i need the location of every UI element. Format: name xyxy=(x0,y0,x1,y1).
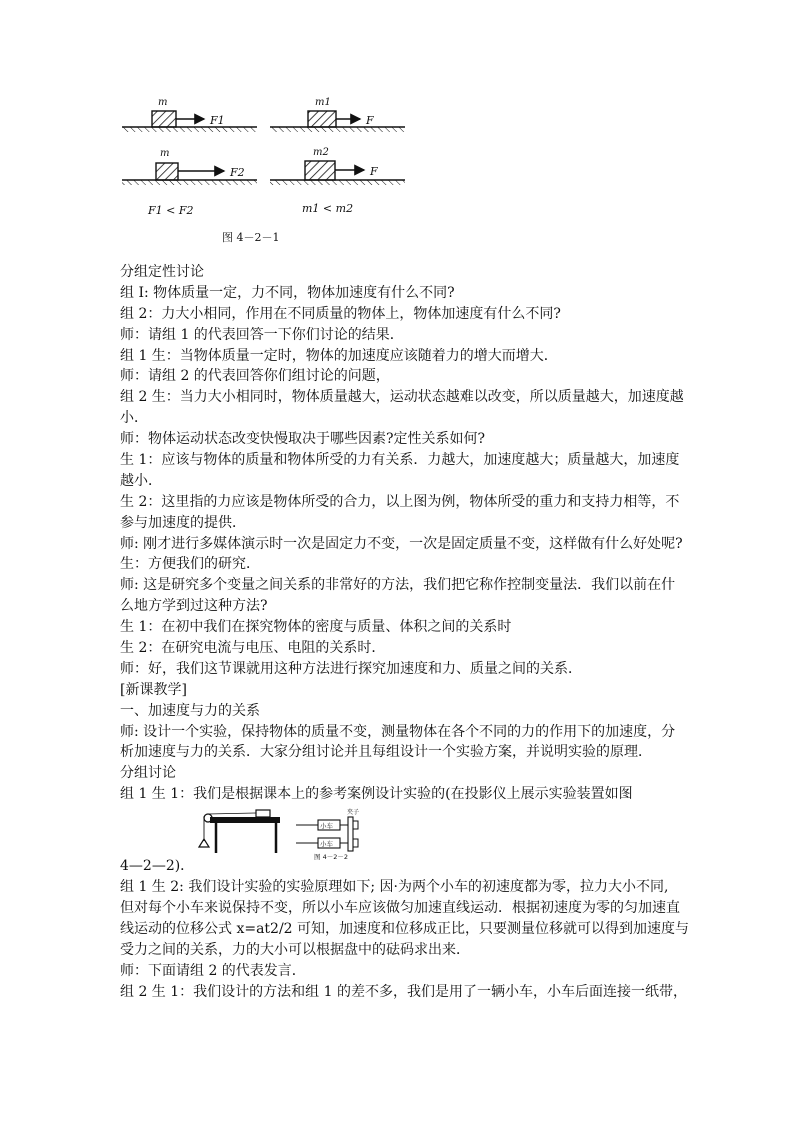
text-line: 参与加速度的提供． xyxy=(120,514,246,531)
text-line: 生 2：这里指的力应该是物体所受的合力，以上图为例，物体所受的重力和支持力相等，不 xyxy=(120,493,680,510)
two-carts-diagram xyxy=(296,808,359,851)
diagram-top-right xyxy=(270,97,405,132)
text-line: 组 2：力大小相同，作用在不同质量的物体上，物体加速度有什么不同? xyxy=(120,305,561,322)
relation-right: m1 < m2 xyxy=(302,202,354,215)
text-line: 析加速度与力的关系．大家分组讨论并且每组设计一个实验方案，并说明实验的原理． xyxy=(120,744,652,761)
text-line: 组 2 生 1：我们设计的方法和组 1 的差不多，我们是用了一辆小车，小车后面连接一纸带， xyxy=(120,983,687,1000)
figure2-row xyxy=(120,805,690,877)
text-line: 分组定性讨论 xyxy=(120,264,204,280)
label-f2: F2 xyxy=(230,166,245,179)
label-f1: F1 xyxy=(210,114,225,127)
text-line: 师：请组 2 的代表回答你们组讨论的问题， xyxy=(120,368,390,385)
text-line: 么地方学到过这种方法? xyxy=(120,598,268,615)
text-line: 组 1 生 2: 我们设计实验的实验原理如下; 因·为两个小车的初速度都为零，拉力大小不同, xyxy=(120,879,669,896)
text-line: 师: 设计一个实验，保持物体的质量不变，测量物体在各个不同的力的作用下的加速度，分 xyxy=(120,723,676,740)
text-line: 师: 这是研究多个变量之间关系的非常好的方法，我们把它称作控制变量法．我们以前在什 xyxy=(120,577,676,594)
label-m2: m2 xyxy=(313,147,329,158)
text-line: 受力之间的关系，力的大小可以根据盘中的砝码求出来． xyxy=(120,941,470,958)
figure2-caption: 图 4－2－2 xyxy=(314,853,348,862)
text-line: 生 1：应该与物体的质量和物体所受的力有关系．力越大，加速度越大；质量越大，加速度 xyxy=(120,452,680,469)
text-line: 一、加速度与力的关系 xyxy=(120,702,260,719)
table-apparatus xyxy=(199,810,280,853)
figure1-caption: 图 4－2－1 xyxy=(222,231,280,244)
diagram-bottom-right xyxy=(270,147,405,185)
label-f-bottom: F xyxy=(370,165,378,178)
text-line: 4—2—2)． xyxy=(120,858,195,875)
text-line: 生：方便我们的研究． xyxy=(120,556,260,573)
cart-label-bottom: 小车 xyxy=(320,840,333,849)
text-line: 师：好，我们这节课就用这种方法进行探究加速度和力、质量之间的关系． xyxy=(120,660,582,677)
text-line: [新课教学] xyxy=(120,681,187,698)
document-body xyxy=(120,262,690,1003)
text-line: 组 1 生 1：我们是根据课本上的参考案例设计实验的(在投影仪上展示实验装置如图 xyxy=(120,786,633,803)
text-line: 生 1：在初中我们在探究物体的密度与质量、体积之间的关系时 xyxy=(120,619,512,636)
diagram-bottom-left xyxy=(122,148,257,185)
experiment-apparatus-figure xyxy=(196,807,478,861)
cart-label-top: 小车 xyxy=(320,822,333,831)
text-line: 生 2：在研究电流与电压、电阻的关系时． xyxy=(120,640,386,657)
text-line: 小． xyxy=(120,410,148,427)
force-mass-figure xyxy=(112,88,412,248)
diagram-top-left xyxy=(122,97,257,132)
text-line: 但对每个小车来说保持不变，所以小车应该做匀加速直线运动．根据初速度为零的匀加速直 xyxy=(120,900,680,917)
text-line: 线运动的位移公式 x=at2/2 可知，加速度和位移成正比，只要测量位移就可以得到加速度与 xyxy=(120,920,690,937)
text-line: 分组讨论 xyxy=(120,765,176,782)
label-m1: m1 xyxy=(315,97,331,108)
label-m-top: m xyxy=(158,97,168,108)
text-line: 越小． xyxy=(120,472,162,489)
text-line: 组 I: 物体质量一定，力不同，物体加速度有什么不同? xyxy=(120,284,455,301)
text-line: 师：请组 1 的代表回答一下你们讨论的结果． xyxy=(120,326,404,343)
label-f-top: F xyxy=(366,114,374,127)
clip-label: 夹子 xyxy=(347,809,360,817)
label-m-bottom: m xyxy=(160,148,170,159)
text-line: 组 2 生：当力大小相同时，物体质量越大，运动状态越难以改变，所以质量越大，加速度越 xyxy=(120,389,684,406)
text-line: 师: 刚才进行多媒体演示时一次是固定力不变，一次是固定质量不变，这样做有什么好处呢? xyxy=(120,535,683,552)
text-line: 组 1 生：当物体质量一定时，物体的加速度应该随着力的增大而增大． xyxy=(120,347,558,364)
relation-left: F1 < F2 xyxy=(148,204,194,217)
text-line: 师：下面请组 2 的代表发言． xyxy=(120,962,306,979)
text-line: 师：物体运动状态改变快慢取决于哪些因素?定性关系如何? xyxy=(120,431,486,448)
